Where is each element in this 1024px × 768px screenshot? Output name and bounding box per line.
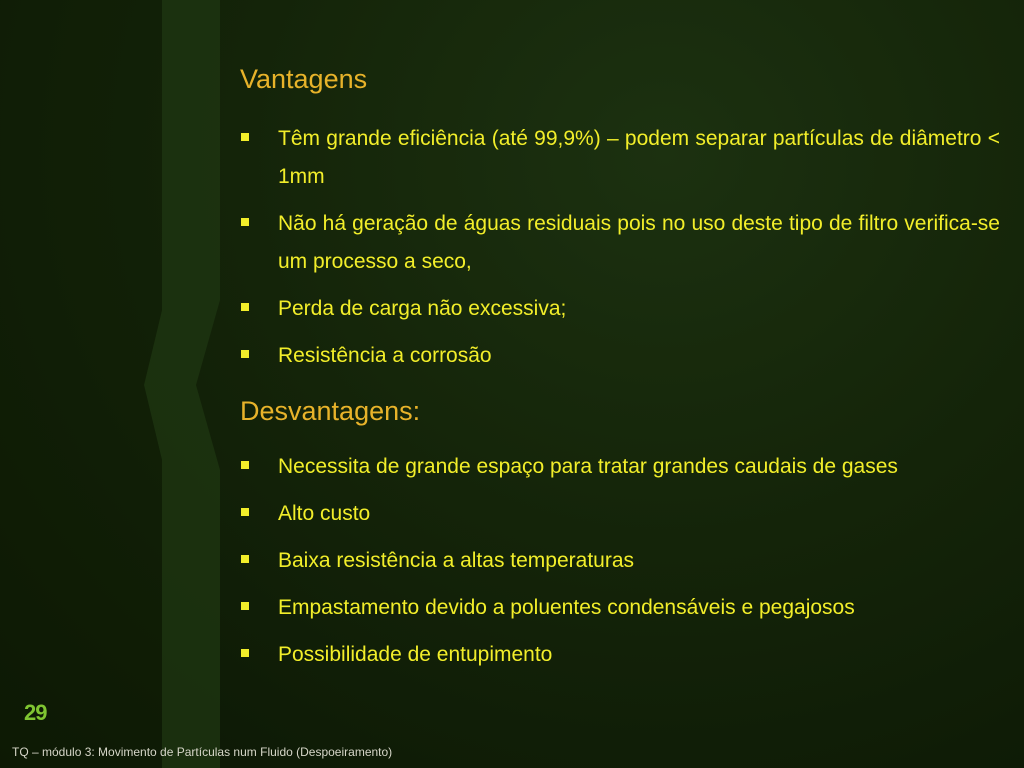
square-bullet-icon [241, 508, 249, 516]
square-bullet-icon [241, 602, 249, 610]
list-item: Empastamento devido a poluentes condensáveis e pegajosos [240, 589, 1000, 627]
list-item: Não há geração de águas residuais pois no uso deste tipo de filtro verifica-se um processo a seco, [240, 205, 1000, 281]
square-bullet-icon [241, 218, 249, 226]
page-number: 29 [24, 700, 47, 725]
slide-footer: TQ – módulo 3: Movimento de Partículas num Fluido (Despoeiramento) [12, 745, 393, 759]
list-item: Necessita de grande espaço para tratar grandes caudais de gases [240, 448, 1000, 486]
advantages-list [240, 120, 1000, 384]
list-item: Têm grande eficiência (até 99,9%) – podem separar partículas de diâmetro < 1mm [240, 120, 1000, 196]
list-item: Baixa resistência a altas temperaturas [240, 542, 1000, 580]
square-bullet-icon [241, 555, 249, 563]
disadvantages-heading: Desvantagens: [240, 396, 421, 426]
disadvantages-list [240, 448, 1000, 683]
list-item: Alto custo [240, 495, 1000, 533]
square-bullet-icon [241, 649, 249, 657]
list-item: Perda de carga não excessiva; [240, 290, 1000, 328]
square-bullet-icon [241, 350, 249, 358]
square-bullet-icon [241, 133, 249, 141]
list-item: Resistência a corrosão [240, 337, 1000, 375]
square-bullet-icon [241, 461, 249, 469]
advantages-heading: Vantagens [240, 64, 368, 94]
list-item: Possibilidade de entupimento [240, 636, 1000, 674]
square-bullet-icon [241, 303, 249, 311]
